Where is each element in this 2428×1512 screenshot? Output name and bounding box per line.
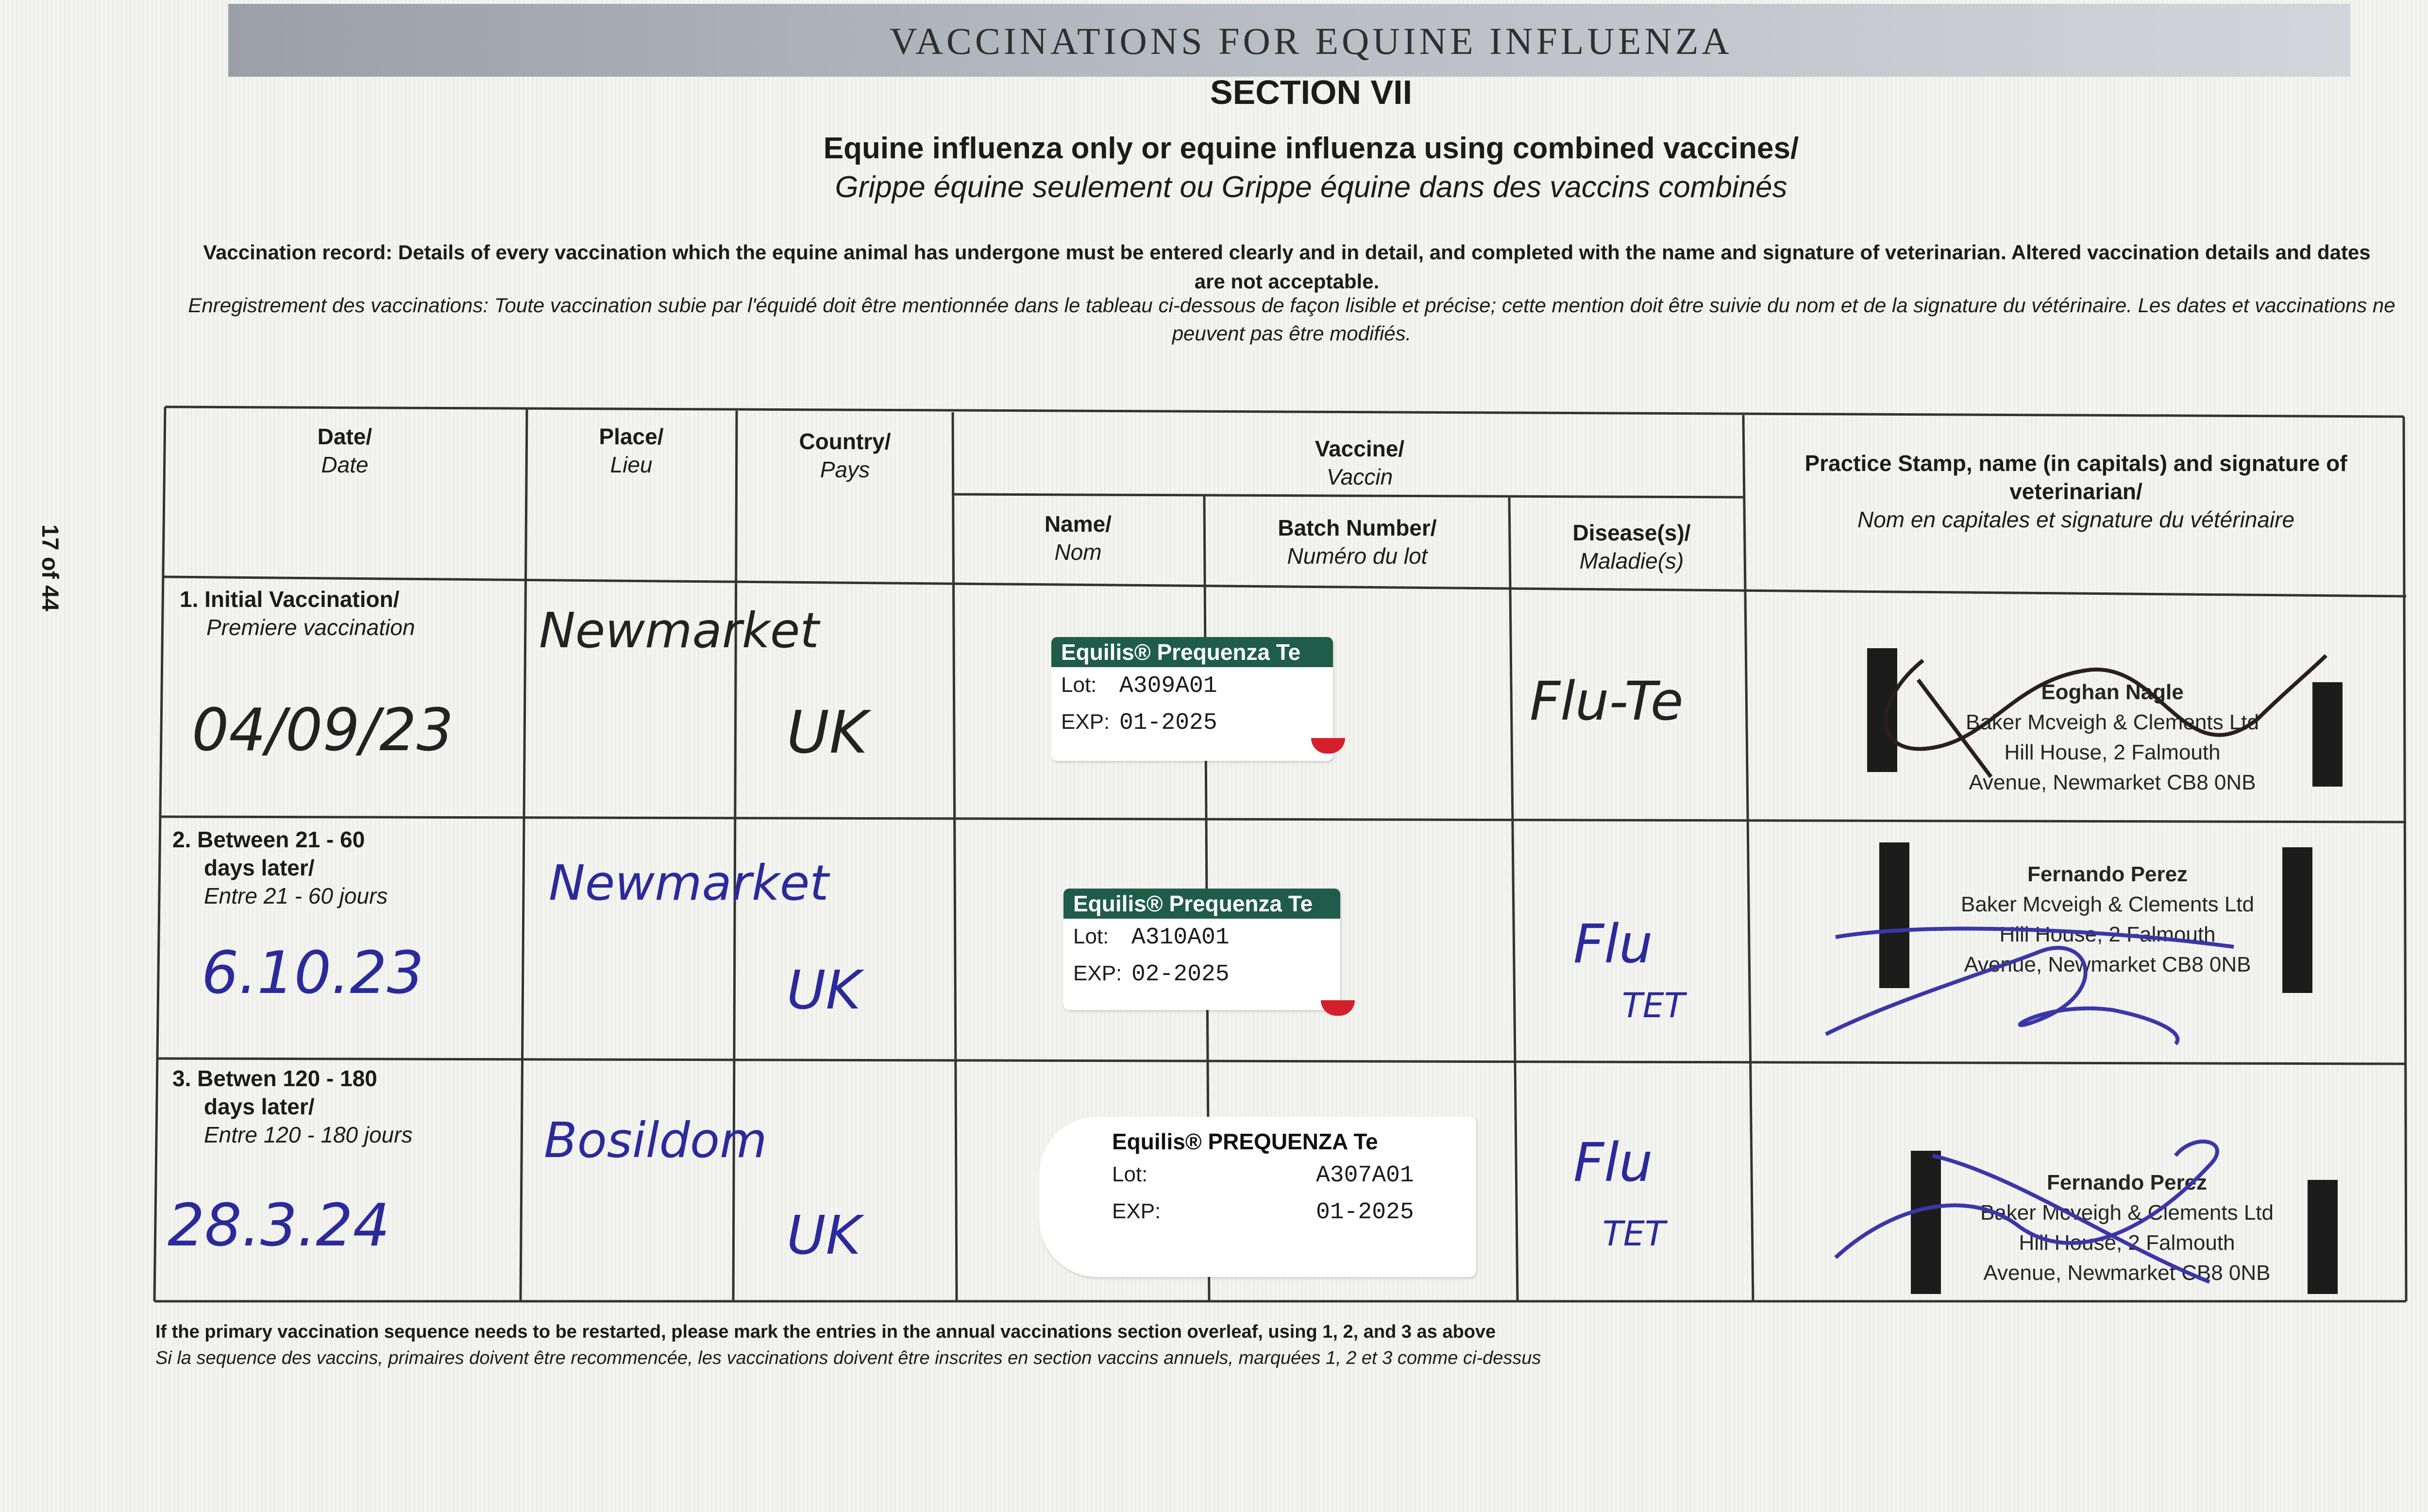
row-2-label: [172, 825, 512, 910]
row-3-lot-key: Lot:: [1112, 1162, 1148, 1186]
row-1-label-en: 1. Initial Vaccination/: [180, 587, 400, 612]
header-disease-fr: Maladie(s): [1579, 548, 1684, 573]
header-place-fr: Lieu: [610, 452, 653, 477]
header-date: [253, 422, 437, 479]
row-1-label: [180, 585, 510, 641]
row-3-disease: Flu: [1573, 1131, 1653, 1193]
header-date-fr: Date: [321, 452, 369, 477]
header-country: [748, 427, 942, 484]
row-2-practice-name: Baker Mcveigh & Clements Ltd: [1960, 892, 2255, 916]
header-disease: [1520, 519, 1743, 575]
header-name-fr: Nom: [1054, 539, 1102, 565]
record-instructions-english: Vaccination record: Details of every vaccination which the equine animal has undergone must be entered clearly and in detail, and completed with the name and signature of veterinarian. Altered vaccination details and dates are not acceptable.: [203, 241, 2371, 293]
row-1-date: 04/09/23: [192, 697, 454, 764]
section-heading: SECTION VII: [1210, 73, 1413, 111]
record-instructions-french: Enregistrement des vaccinations: Toute vaccination subie par l'équidé doit être mentionnée dans le tableau ci-dessous de façon lisible et précise; cette mention doit être suivie du nom et de la signature du vétérinaire. Les dates et vaccinations ne peuvent pas être modifiés.: [188, 294, 2395, 345]
header-country-fr: Pays: [820, 457, 870, 482]
row-2-stamp-bar-left: [1879, 842, 1909, 988]
row-2-vaccine-sticker: [1063, 889, 1340, 1010]
banner-title: VACCINATIONS FOR EQUINE INFLUENZA: [890, 20, 1733, 62]
row-3-address-1: Hill House, 2 Falmouth: [2019, 1231, 2235, 1255]
header-date-en: Date/: [317, 424, 372, 449]
row-1-country: UK: [787, 699, 868, 767]
header-vaccine-en: Vaccine/: [1315, 436, 1405, 461]
title-french: Grippe équine seulement ou Grippe équine dans des vaccins combinés: [835, 170, 1787, 204]
row-2-practice-stamp: [1899, 859, 2316, 980]
row-1-address-2: Avenue, Newmarket CB8 0NB: [1969, 771, 2256, 794]
header-name-en: Name/: [1044, 511, 1112, 537]
header-name: [971, 510, 1185, 566]
row-2-disease-2: TET: [1622, 986, 1685, 1025]
row-2-vaccine-brand: Equilis® Prequenza Te: [1063, 889, 1340, 919]
header-vaccine-fr: Vaccin: [1326, 464, 1393, 489]
row-1-label-fr: Premiere vaccination: [206, 615, 415, 640]
row-3-vaccine-sticker: [1039, 1117, 1476, 1277]
row-2-lot: A310A01: [1131, 924, 1230, 951]
header-place-en: Place/: [599, 424, 664, 449]
row-3-practice-stamp: [1933, 1168, 2321, 1288]
row-3-country: UK: [787, 1204, 861, 1266]
row-2-date: 6.10.23: [202, 940, 424, 1007]
row-3-disease-2: TET: [1602, 1214, 1666, 1254]
row-1-practice-stamp: [1894, 677, 2331, 798]
row-3-label-en: 3. Betwen 120 - 180: [172, 1066, 377, 1091]
row-1-vaccine-brand: Equilis® Prequenza Te: [1051, 637, 1333, 667]
row-3-exp: 01-2025: [1316, 1199, 1414, 1226]
header-batch: [1214, 514, 1501, 570]
header-practice-stamp: [1768, 449, 2384, 534]
row-3-stamp-bar-right: [2308, 1180, 2338, 1294]
row-3-label-fr: Entre 120 - 180 jours: [204, 1122, 413, 1147]
page-number: 17 of 44: [37, 524, 63, 611]
row-2-label-en: 2. Between 21 - 60: [172, 827, 365, 852]
header-batch-fr: Numéro du lot: [1287, 543, 1428, 569]
row-3-stamp-bar-left: [1911, 1151, 1941, 1294]
row-2-place: Newmarket: [549, 855, 829, 911]
row-1-place: Newmarket: [539, 602, 819, 659]
row-1-stamp-bar-left: [1867, 648, 1897, 772]
header-stamp-fr: Nom en capitales et signature du vétérinaire: [1857, 507, 2295, 532]
header-stamp-en: Practice Stamp, name (in capitals) and signature of veterinarian/: [1804, 451, 2347, 504]
row-3-lot: A307A01: [1316, 1162, 1414, 1189]
row-2-exp-key: EXP:: [1073, 961, 1122, 985]
header-country-en: Country/: [799, 429, 891, 454]
row-2-label-en-2: days later/: [204, 855, 315, 880]
header-vaccine: [1165, 435, 1554, 491]
footer-note-english: If the primary vaccination sequence needs to be restarted, please mark the entries in the annual vaccinations section overleaf, using 1, 2, and 3 as above: [155, 1322, 1496, 1342]
row-2-stamp-bar-right: [2282, 847, 2312, 993]
row-2-exp: 02-2025: [1131, 961, 1230, 988]
row-3-label-en-2: days later/: [204, 1094, 315, 1119]
row-3-practice-name: Baker Mcveigh & Clements Ltd: [1980, 1201, 2274, 1225]
row-1-vet-name: Eoghan Nagle: [2041, 680, 2184, 704]
row-3-place: Bosildom: [544, 1112, 767, 1169]
header-batch-en: Batch Number/: [1278, 515, 1437, 540]
row-2-label-fr: Entre 21 - 60 jours: [204, 883, 388, 908]
header-place: [539, 422, 724, 479]
row-1-stamp-bar-right: [2312, 682, 2343, 787]
footer-note-french: Si la sequence des vaccins, primaires doivent être recommencée, les vaccinations doivent être inscrites en section vaccins annuels, marquées 1, 2 et 3 comme ci-dessus: [155, 1348, 1541, 1368]
row-1-disease: Flu-Te: [1530, 670, 1684, 732]
row-2-vet-name: Fernando Perez: [2027, 862, 2188, 886]
row-2-address-2: Avenue, Newmarket CB8 0NB: [1964, 953, 2251, 976]
row-2-lot-key: Lot:: [1073, 924, 1109, 948]
row-1-lot-key: Lot:: [1061, 673, 1097, 697]
title-english: Equine influenza only or equine influenza using combined vaccines/: [823, 132, 1799, 165]
row-1-address-1: Hill House, 2 Falmouth: [2004, 740, 2221, 764]
row-2-country: UK: [787, 959, 861, 1021]
row-3-vaccine-brand: Equilis® PREQUENZA Te: [1112, 1129, 1378, 1154]
row-3-vet-name: Fernando Perez: [2046, 1171, 2208, 1194]
row-1-lot: A309A01: [1119, 673, 1217, 699]
row-2-address-1: Hill House, 2 Falmouth: [1999, 923, 2216, 946]
row-3-date: 28.3.24: [168, 1192, 390, 1260]
row-3-address-2: Avenue, Newmarket CB8 0NB: [1983, 1261, 2271, 1285]
row-1-exp-key: EXP:: [1061, 710, 1110, 734]
row-1-practice-name: Baker Mcveigh & Clements Ltd: [1965, 710, 2259, 734]
row-3-label: [172, 1064, 512, 1149]
row-1-exp: 01-2025: [1119, 710, 1217, 736]
header-disease-en: Disease(s)/: [1572, 520, 1691, 545]
row-2-disease: Flu: [1573, 913, 1653, 975]
row-1-vaccine-sticker: [1051, 637, 1333, 761]
row-3-exp-key: EXP:: [1112, 1199, 1161, 1223]
